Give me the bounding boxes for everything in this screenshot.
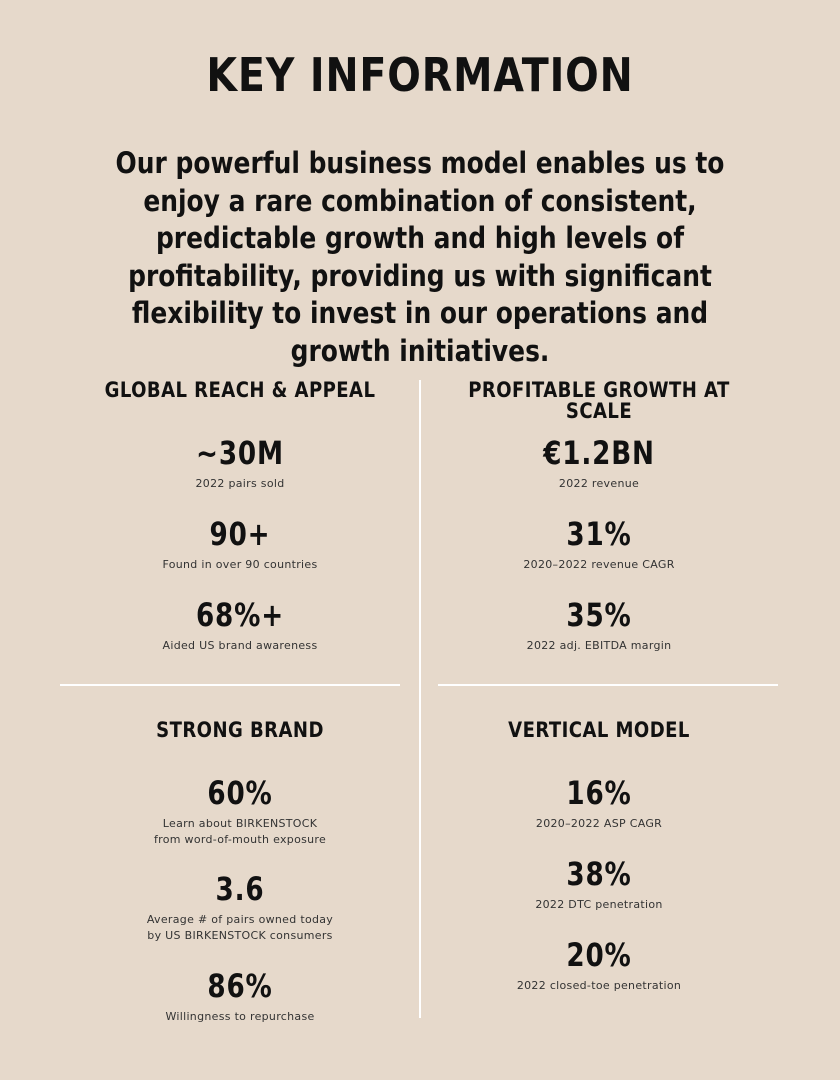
stat-value: 20% bbox=[566, 936, 632, 974]
stat-label: 2020–2022 ASP CAGR bbox=[535, 817, 663, 830]
page-title: KEY INFORMATION bbox=[206, 48, 634, 102]
stat-label: 2022 adj. EBITDA margin bbox=[526, 639, 672, 652]
stat-countries bbox=[60, 517, 420, 573]
stat-value: €1.2BN bbox=[543, 434, 655, 472]
stat-value: 31% bbox=[566, 515, 632, 553]
stat-label-line: Learn about BIRKENSTOCK bbox=[162, 817, 318, 830]
stat-value: ~30M bbox=[196, 434, 284, 472]
stat-label bbox=[60, 816, 420, 848]
stat-label-line: by US BIRKENSTOCK consumers bbox=[147, 929, 333, 942]
stat-label: Willingness to repurchase bbox=[165, 1010, 315, 1023]
section-profitable-growth bbox=[419, 380, 779, 680]
stat-value: 60% bbox=[207, 774, 273, 812]
stat-value: 90+ bbox=[209, 515, 271, 553]
section-heading: VERTICAL MODEL bbox=[508, 718, 690, 742]
section-vertical-model bbox=[419, 720, 779, 1040]
section-heading: GLOBAL REACH & APPEAL bbox=[104, 378, 376, 402]
stat-closed-toe bbox=[419, 938, 779, 994]
stat-pairs-sold bbox=[60, 436, 420, 492]
stat-dtc-penetration bbox=[419, 857, 779, 913]
stat-revenue bbox=[419, 436, 779, 492]
intro-paragraph: Our powerful business model enables us to enjoy a rare combination of consistent, predictable growth and high levels of profitability, providing us with significant flexibility to invest in our operations and growth initiatives. bbox=[115, 146, 725, 368]
section-heading: STRONG BRAND bbox=[156, 718, 324, 742]
section-heading: PROFITABLE GROWTH AT SCALE bbox=[468, 378, 730, 423]
stat-ebitda-margin bbox=[419, 598, 779, 654]
section-global-reach bbox=[60, 380, 420, 680]
stat-value: 3.6 bbox=[215, 870, 265, 908]
stat-label: Found in over 90 countries bbox=[162, 558, 318, 571]
stat-label: Aided US brand awareness bbox=[162, 639, 318, 652]
stat-pairs-owned bbox=[60, 872, 420, 944]
stat-value: 16% bbox=[566, 774, 632, 812]
stat-label: 2022 revenue bbox=[558, 477, 640, 490]
stat-value: 38% bbox=[566, 855, 632, 893]
stat-value: 35% bbox=[566, 596, 632, 634]
row-divider-right bbox=[438, 684, 778, 686]
row-divider-left bbox=[60, 684, 400, 686]
stat-value: 68%+ bbox=[195, 596, 285, 634]
stat-word-of-mouth bbox=[60, 776, 420, 848]
section-strong-brand bbox=[60, 720, 420, 1040]
stat-repurchase bbox=[60, 969, 420, 1025]
stat-label: 2022 pairs sold bbox=[195, 477, 285, 490]
stat-label: 2022 closed-toe penetration bbox=[516, 979, 682, 992]
stat-label-line: from word-of-mouth exposure bbox=[153, 833, 327, 846]
stat-revenue-cagr bbox=[419, 517, 779, 573]
stat-label: 2022 DTC penetration bbox=[535, 898, 663, 911]
stat-value: 86% bbox=[207, 967, 273, 1005]
stat-brand-awareness bbox=[60, 598, 420, 654]
stat-label: 2020–2022 revenue CAGR bbox=[523, 558, 675, 571]
stat-asp-cagr bbox=[419, 776, 779, 832]
stat-label bbox=[60, 912, 420, 944]
stat-label-line: Average # of pairs owned today bbox=[146, 913, 334, 926]
